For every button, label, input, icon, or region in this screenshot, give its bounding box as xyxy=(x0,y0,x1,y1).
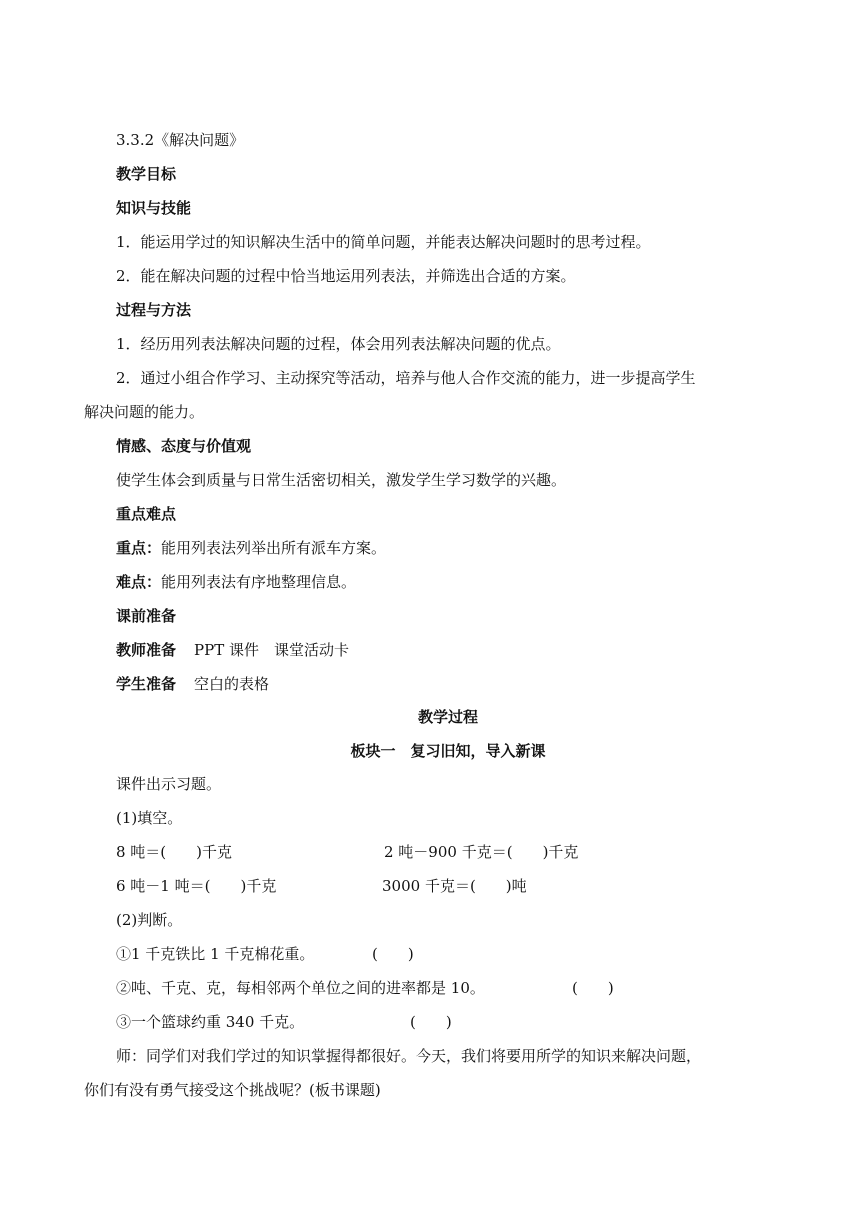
student-prep-items: 空白的表格 xyxy=(194,675,270,693)
emotion-heading: 情感、态度与价值观 xyxy=(116,437,252,455)
judge-item-2-text: ②吨、千克、克，每相邻两个单位之间的进率都是 10。 xyxy=(116,979,485,997)
fill-item-4: 3000 千克＝( )吨 xyxy=(382,877,527,895)
fill-item-2: 2 吨－900 千克＝( )千克 xyxy=(384,843,579,861)
teacher-talk-line-1: 师：同学们对我们学过的知识掌握得都很好。今天，我们将要用所学的知识来解决问题， xyxy=(116,1047,702,1065)
teacher-prep-line xyxy=(116,640,349,660)
block-one-title: 板块一 复习旧知，导入新课 xyxy=(350,742,546,760)
difficulty-text: 能用列表法有序地整理信息。 xyxy=(161,573,357,591)
judge-heading: (2)判断。 xyxy=(116,911,183,929)
difficulty-label: 难点： xyxy=(116,573,162,591)
process-item-1: 1．经历用列表法解决问题的过程，体会用列表法解决问题的优点。 xyxy=(116,335,561,353)
student-prep-line xyxy=(116,674,269,694)
judge-item-1-text: ①1 千克铁比 1 千克棉花重。 xyxy=(116,945,315,963)
emotion-text: 使学生体会到质量与日常生活密切相关，激发学生学习数学的兴趣。 xyxy=(116,471,567,489)
prep-heading: 课前准备 xyxy=(116,607,177,625)
key-points-heading: 重点难点 xyxy=(116,505,177,523)
student-prep-label: 学生准备 xyxy=(116,675,177,693)
teacher-talk-line-2: 你们有没有勇气接受这个挑战呢？(板书课题) xyxy=(84,1081,381,1099)
process-item-2-continued: 解决问题的能力。 xyxy=(84,403,205,421)
process-heading: 过程与方法 xyxy=(116,301,192,319)
key-point-label: 重点： xyxy=(116,539,162,557)
teacher-prep-items: PPT 课件 课堂活动卡 xyxy=(194,641,349,659)
teacher-prep-label: 教师准备 xyxy=(116,641,177,659)
document-title: 3.3.2《解决问题》 xyxy=(116,131,245,149)
process-title: 教学过程 xyxy=(417,708,478,726)
knowledge-heading: 知识与技能 xyxy=(116,199,192,217)
knowledge-item-2: 2．能在解决问题的过程中恰当地运用列表法，并筛选出合适的方案。 xyxy=(116,267,576,285)
intro-text: 课件出示习题。 xyxy=(116,775,222,793)
goals-heading: 教学目标 xyxy=(116,165,177,183)
key-point-line xyxy=(116,538,386,558)
judge-item-3-blank: ( ) xyxy=(410,1013,452,1031)
difficulty-line xyxy=(116,572,356,592)
fill-item-3: 6 吨－1 吨＝( )千克 xyxy=(116,877,277,895)
process-item-2: 2．通过小组合作学习、主动探究等活动，培养与他人合作交流的能力，进一步提高学生 xyxy=(116,369,696,387)
key-point-text: 能用列表法列举出所有派车方案。 xyxy=(161,539,387,557)
judge-item-1-blank: ( ) xyxy=(372,945,414,963)
fill-item-1: 8 吨＝( )千克 xyxy=(116,843,233,861)
judge-item-2-blank: ( ) xyxy=(572,979,614,997)
judge-item-3-text: ③一个篮球约重 340 千克。 xyxy=(116,1013,305,1031)
knowledge-item-1: 1．能运用学过的知识解决生活中的简单问题，并能表达解决问题时的思考过程。 xyxy=(116,233,651,251)
fill-heading: (1)填空。 xyxy=(116,809,183,827)
